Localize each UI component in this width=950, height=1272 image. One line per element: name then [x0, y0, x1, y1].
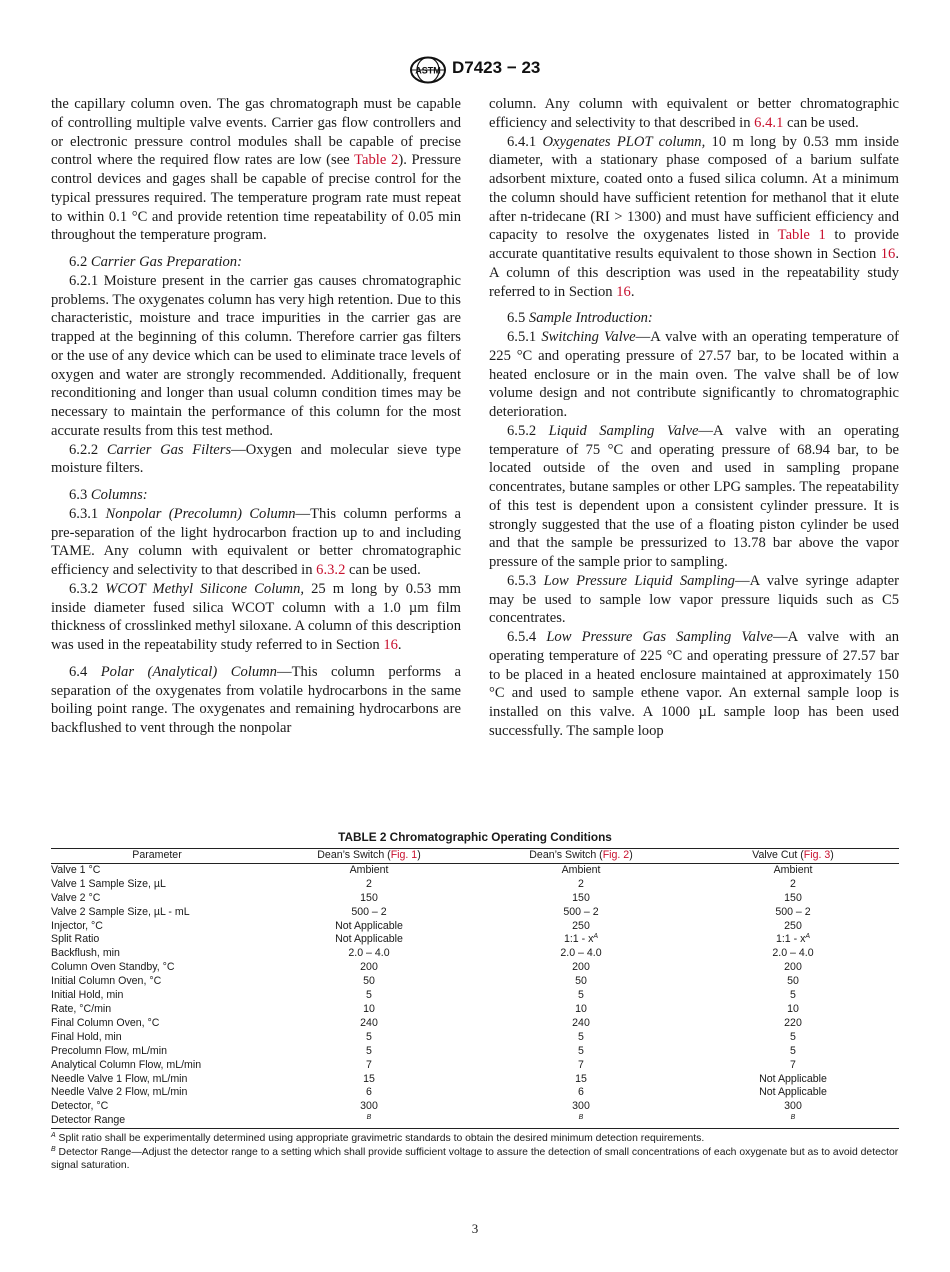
table-cell-parameter: Rate, °C/min — [51, 1002, 112, 1015]
table-cell-value: 150 — [572, 891, 590, 904]
table-cell-value: Ambient — [773, 863, 813, 876]
table-cell-value: 150 — [784, 891, 802, 904]
table-row — [51, 920, 899, 934]
table-cell-parameter: Injector, °C — [51, 919, 103, 932]
table-cell-value: 5 — [790, 989, 796, 1002]
section-6-5-2: 6.5.2 Liquid Sampling Valve—A valve with an operating temperature of 75 °C and operating pressure of 68.94 bar, to be located outside of the oven and used in sampling propane concentrates, butane samples or other LPG samples. The repeatability of this test is dependent upon a consistent cylinder pressure. It is strongly suggested that the use of a floating piston cylinder be used and that the sample be pressurized to 13.78 bar above the vapor pressure of the sample prior to sampling. — [489, 422, 900, 570]
header-parameter: Parameter — [132, 849, 182, 861]
table-cell-value — [687, 1114, 899, 1128]
table-cell-value: 1:1 - $x^A$ — [775, 933, 811, 946]
table-cell-parameter: Valve 1 Sample Size, µL — [51, 877, 166, 890]
table-cell-parameter: Backflush, min — [51, 947, 120, 960]
table-row — [51, 975, 899, 989]
section-6-5-4: 6.5.4 Low Pressure Gas Sampling Valve—A valve with an operating temperature of 225 °C and operating pressure of 27.57 bar to be placed in a heated enclosure maintained at approximately 150 °C and used to sample ethene vapor. An external sample loop is installed on this valve. A 1000 µL sample loop has been used successfully. The sample loop — [489, 629, 899, 739]
link-section-16[interactable]: 16 — [880, 246, 896, 262]
table-cell-value: 7 — [790, 1058, 796, 1071]
table-cell-value: 10 — [575, 1002, 587, 1015]
table-row — [51, 1017, 899, 1031]
table-cell-parameter: Detector, °C — [51, 1100, 109, 1113]
table-cell-value: 50 — [787, 975, 799, 988]
link-table-2[interactable]: Table 2 — [354, 152, 399, 169]
table-cell-value — [475, 1114, 687, 1128]
table-cell-value: Not Applicable — [335, 933, 403, 946]
table-row — [51, 989, 899, 1003]
table-row — [51, 1086, 899, 1100]
table-cell-value: 2.0 – 4.0 — [348, 947, 390, 960]
footnote-marker: A — [593, 933, 599, 941]
table-row — [51, 961, 899, 975]
table-cell-parameter: Valve 1 °C — [51, 863, 101, 876]
table-header-row — [51, 849, 899, 864]
table-cell-value: Ambient — [561, 863, 601, 876]
table-cell-value: 5 — [366, 1030, 372, 1043]
table-cell-value: 200 — [572, 961, 590, 974]
table-cell-value: Not Applicable — [335, 919, 403, 932]
section-6-5-3: 6.5.3 Low Pressure Liquid Sampling—A valve syringe adapter may be used to sample low vapor pressure liquids such as C5 concentrates. — [489, 572, 899, 627]
table-cell-parameter: Initial Hold, min — [51, 989, 124, 1002]
table-cell-value: 500 – 2 — [775, 905, 811, 918]
table-cell-value: 240 — [572, 1016, 590, 1029]
page-number: 3 — [471, 1221, 479, 1236]
table-cell-value: 150 — [360, 891, 378, 904]
paragraph-6-1-continued: the capillary column oven. The gas chromatograph must be capable of controlling multiple valve events. Carrier gas flow controllers and or electronic pressure control modules shall be capable of precise control where the required flow rates are low (see Table 2). Pressure control devices and gages shall be capable of precise control for the typical pressures required. The temperature program rate must repeat to within 0.1 °C and provide retention time repeatability of 0.05 min throughout the temperature program. — [51, 96, 461, 244]
left-column — [51, 95, 461, 738]
paragraph-6-4-continued: column. Any column with equivalent or better chromatographic efficiency and selectivity to that described in 6.4.1 can be used. — [489, 96, 899, 131]
section-6-2-2: 6.2.2 Carrier Gas Filters—Oxygen and molecular sieve type moisture filters. — [51, 441, 462, 477]
section-6-3-2: 6.3.2 WCOT Methyl Silicone Column, 25 m long by 0.53 mm inside diameter fused silica WCOT column with a 1.0 µm film thickness of crosslinked methyl siloxane. A column of this description was used in the repeatability study referred to in Section 16. — [51, 580, 461, 653]
table-cell-value: 500 – 2 — [351, 905, 387, 918]
footnote-b: $^B$ Detector Range—Adjust the detector range to a setting which shall provide sufficient voltage to assure the detection of small concentrations of each oxygenate but as to avoid detector signal saturation. — [51, 1145, 899, 1172]
header-deans-switch-fig2: Dean’s Switch (Fig. 2) — [529, 849, 633, 861]
table-cell-value: 5 — [366, 1044, 372, 1057]
header-deans-switch-fig1: Dean’s Switch (Fig. 1) — [317, 849, 421, 861]
table-cell-parameter: Final Column Oven, °C — [51, 1016, 160, 1029]
table-cell-value: 6 — [366, 1086, 372, 1099]
table-cell-value: 300 — [784, 1100, 802, 1113]
table-row — [51, 1059, 899, 1073]
table-cell-value: Not Applicable — [759, 1072, 827, 1085]
table-row — [51, 1114, 899, 1128]
table-cell-parameter: Split Ratio — [51, 933, 100, 946]
table-cell-value: 5 — [366, 989, 372, 1002]
table-cell-parameter: Needle Valve 2 Flow, mL/min — [51, 1086, 188, 1099]
table-row — [51, 947, 899, 961]
table-cell-parameter: Column Oven Standby, °C — [51, 961, 175, 974]
link-table-1[interactable]: Table 1 — [777, 227, 826, 244]
table-cell-parameter: Valve 2 Sample Size, µL - mL — [51, 905, 190, 918]
link-section-16[interactable]: 16 — [616, 283, 631, 300]
table-cell-value: 50 — [363, 975, 375, 988]
table-cell-value: 15 — [575, 1072, 587, 1085]
table-cell-value: 7 — [366, 1058, 372, 1071]
table-cell-parameter: Precolumn Flow, mL/min — [51, 1044, 167, 1057]
table-row — [51, 878, 899, 892]
table-cell-value: 300 — [572, 1100, 590, 1113]
table-cell-value: 5 — [578, 1044, 584, 1057]
table-cell-value: 10 — [787, 1002, 799, 1015]
section-6-2-heading: 6.2 Carrier Gas Preparation: — [69, 254, 242, 270]
table-cell-parameter: Valve 2 °C — [51, 891, 101, 904]
table-row — [51, 1073, 899, 1087]
page-header — [0, 56, 950, 86]
table-cell-value: 2.0 – 4.0 — [772, 947, 814, 960]
table-cell-parameter: Analytical Column Flow, mL/min — [51, 1058, 202, 1071]
table-cell-value: 2.0 – 4.0 — [560, 947, 602, 960]
table-cell-value: 2 — [790, 877, 796, 890]
table-cell-value: 2 — [578, 877, 584, 890]
footnote-marker: B — [790, 1114, 796, 1122]
table-cell-value: 5 — [578, 1030, 584, 1043]
table-cell-value: 1:1 - $x^A$ — [563, 933, 599, 946]
table-row — [51, 906, 899, 920]
table-cell-value: 240 — [360, 1016, 378, 1029]
table-cell-value: 5 — [578, 989, 584, 1002]
table-row — [51, 1100, 899, 1114]
header-valve-cut-fig3: Valve Cut (Fig. 3) — [752, 849, 834, 861]
table-cell-value: 15 — [363, 1072, 375, 1085]
table-cell-value: 10 — [363, 1002, 375, 1015]
table-cell-value: 6 — [578, 1086, 584, 1099]
table-cell-value: 200 — [784, 961, 802, 974]
section-6-5-heading: 6.5 Sample Introduction: — [507, 310, 653, 327]
table-row — [51, 892, 899, 906]
section-6-4: 6.4 Polar (Analytical) Column—This column performs a separation of the oxygenates from volatile hydrocarbons in the same boiling point range. The oxygenates and remaining hydrocarbons are backflushed to vent through the nonpolar — [51, 663, 461, 736]
table-cell-value: 220 — [784, 1016, 802, 1029]
section-6-5-1: 6.5.1 Switching Valve—A valve with an operating temperature of 225 °C and operating pressure of 27.57 bar, to be located within a heated enclosure or in the main oven. The valve shall be of low volume design and not contribute significantly to chromatographic deterioration. — [489, 329, 899, 420]
footnote-a: $^A$ Split ratio shall be experimentally determined using appropriate gravimetric standards to obtain the desired minimum detection requirements. — [51, 1132, 705, 1145]
astm-logo-icon — [408, 56, 448, 84]
table-cell-value: 250 — [784, 919, 802, 932]
table-cell-value: Not Applicable — [759, 1086, 827, 1099]
table-cell-value: Ambient — [349, 863, 389, 876]
link-fig-3[interactable]: Fig. 3 — [803, 849, 831, 861]
link-6-3-2[interactable]: 6.3.2 — [316, 562, 346, 578]
table-title: TABLE 2 Chromatographic Operating Conditions — [338, 830, 612, 844]
table-cell-value: 500 – 2 — [563, 905, 599, 918]
link-fig-1[interactable]: Fig. 1 — [390, 849, 418, 861]
footnote-marker: A — [805, 933, 811, 941]
footnote-marker: B — [366, 1114, 372, 1122]
table-cell-value: 300 — [360, 1100, 378, 1113]
section-6-4-1: 6.4.1 Oxygenates PLOT column, 10 m long by 0.53 mm inside diameter, with a stationary phase composed of a barium sulfate adsorbent mixture, coated onto a fused silica column. At a minimum the column should have sufficient retention for methanol that it elute after n-tridecane (RI > 1300) and must have sufficient efficiency and capacity to resolve the oxygenates listed in Table 1 to provide accurate quantitative results equivalent to those shown in Section 16. A column of this description was used in the repeatability study referred to in Section 16. — [489, 133, 899, 300]
table-cell-value: 250 — [572, 919, 590, 932]
table-cell-parameter: Initial Column Oven, °C — [51, 975, 162, 988]
table-cell-value: 5 — [790, 1030, 796, 1043]
table-row — [51, 933, 899, 947]
section-6-3-heading: 6.3 Columns: — [69, 487, 148, 503]
table-row — [51, 1031, 899, 1045]
right-column — [489, 95, 899, 741]
table-cell-value: 5 — [790, 1044, 796, 1057]
document-id: D7423 − 23 — [452, 58, 541, 77]
operating-conditions-table — [51, 848, 899, 1129]
table-cell-parameter: Final Hold, min — [51, 1030, 122, 1043]
table-cell-parameter: Detector Range — [51, 1114, 126, 1127]
table-cell-value: 2 — [366, 877, 372, 890]
footnote-marker: B — [578, 1114, 584, 1122]
table-2 — [51, 830, 899, 1173]
link-6-4-1[interactable]: 6.4.1 — [754, 114, 784, 131]
table-cell-value: 7 — [578, 1058, 584, 1071]
link-section-16[interactable]: 16 — [383, 637, 398, 653]
table-cell-value — [263, 1114, 475, 1128]
table-cell-value: 50 — [575, 975, 587, 988]
table-row — [51, 1003, 899, 1017]
table-row — [51, 863, 899, 877]
svg-text:ASTM: ASTM — [415, 65, 441, 76]
table-cell-value: 200 — [360, 961, 378, 974]
section-6-2-1: 6.2.1 Moisture present in the carrier gas causes chromatographic problems. The oxygenates column has very high retention. Due to this characteristic, moisture and trace impurities in the carrier gas are trapped at the beginning of this column. Therefore carrier gas filters or the use of any device which can be used to eliminate trace levels of oxygen and water are strongly recommended. Additionally, frequent reconditioning and longer than usual column condition times may be necessary to maintain the performance of this column for the most accurate results from this test method. — [51, 272, 461, 439]
section-6-3-1: 6.3.1 Nonpolar (Precolumn) Column—This column performs a pre-separation of the light hydrocarbon fraction up to and including TAME. Any column with equivalent or better chromatographic efficiency and selectivity to that described in 6.3.2 can be used. — [51, 505, 461, 578]
table-cell-parameter: Needle Valve 1 Flow, mL/min — [51, 1072, 188, 1085]
link-fig-2[interactable]: Fig. 2 — [602, 849, 630, 861]
table-row — [51, 1045, 899, 1059]
